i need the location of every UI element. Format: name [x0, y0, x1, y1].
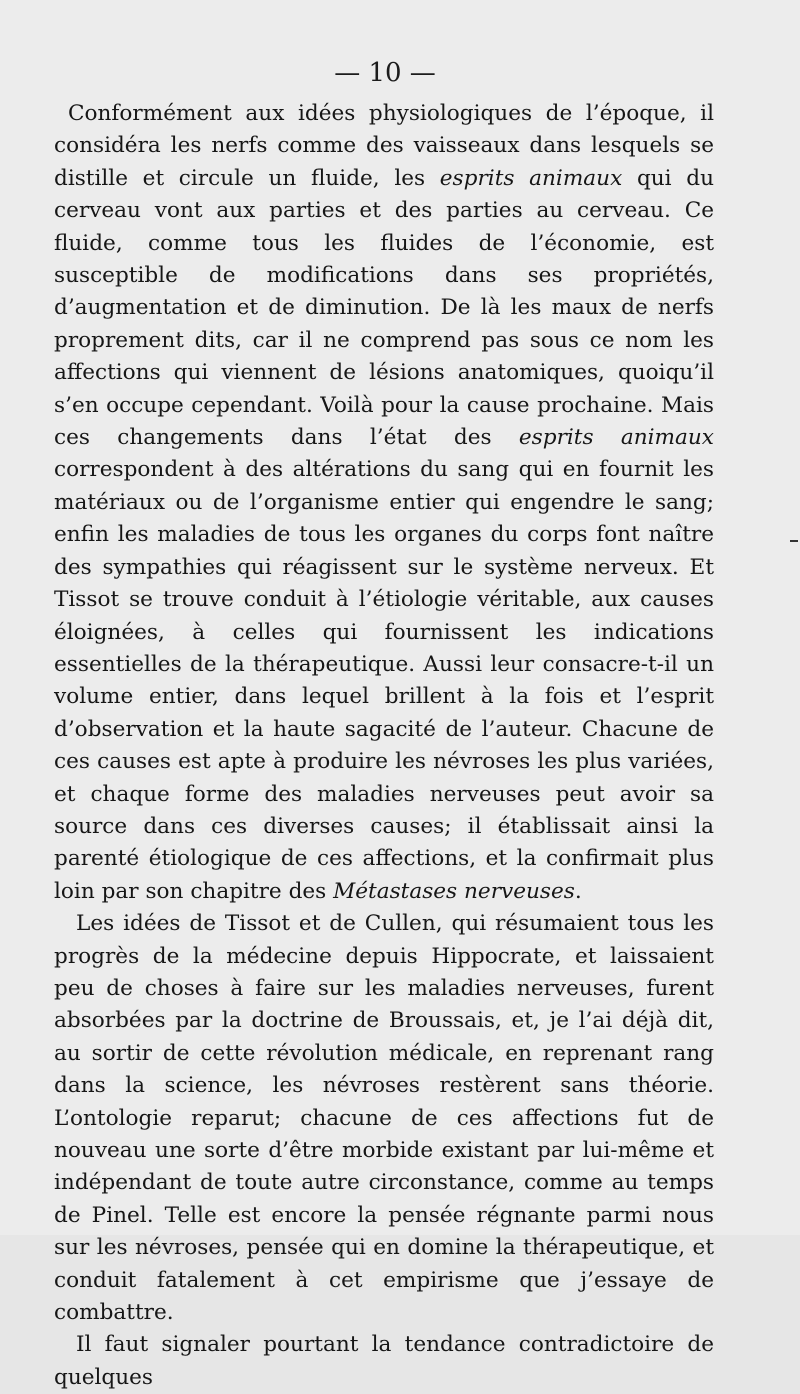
text-run: Conformément aux idées physiologiques de l’époque, il considéra les nerfs comme des vaisseaux dans lesquels se distille et circule un fluide, les	[54, 101, 714, 191]
italic-term: Métastases nerveuses	[333, 878, 575, 904]
page-body-text	[54, 98, 714, 1394]
text-run: Les idées de Tissot et de Cullen, qui résumaient tous les progrès de la médecine depuis Hippocrate, et laissaient peu de choses à faire sur les maladies nerveuses, furent absorbées par la doctrine de Broussais, et, je l’ai déjà dit, au sortir de cette révolution médicale, en reprenant rang dans la science, les névroses restèrent sans théorie. L’ontologie reparut; chacune de ces affections fut de nouveau une sorte d’être morbide existant par lui-même et indépendant de toute autre circonstance, comme au temps de Pinel. Telle est encore la pensée régnante parmi nous sur les névroses, pensée qui en domine la thérapeutique, et conduit fatalement à cet empirisme que j’essaye de combattre.	[54, 911, 714, 1326]
paragraph-1	[54, 98, 714, 908]
margin-mark	[790, 540, 798, 542]
text-run: Il faut signaler pourtant la tendance contradictoire de quelques	[54, 1332, 714, 1390]
text-run: correspondent à des altérations du sang qui en fournit les matériaux ou de l’organisme entier qui engendre le sang; enfin les maladies de tous les organes du corps font naître des sympathies qui réagissent sur le système nerveux. Et Tissot se trouve conduit à l’étiologie véritable, aux causes éloignées, à celles qui fournissent les indications essentielles de la thérapeutique. Aussi leur consacre-t-il un volume entier, dans lequel brillent à la fois et l’esprit d’observation et la haute sagacité de l’auteur. Chacune de ces causes est apte à produire les névroses les plus variées, et chaque forme des maladies nerveuses peut avoir sa source dans ces diverses causes; il établissait ainsi la parenté étiologique de ces affections, et la confirmait plus loin par son chapitre des	[54, 457, 714, 904]
paragraph-2	[54, 908, 714, 1329]
paragraph-3	[54, 1329, 714, 1394]
page-number: — 10 —	[334, 58, 436, 88]
italic-term: esprits animaux	[439, 165, 623, 191]
italic-term: esprits animaux	[518, 425, 714, 451]
text-run: .	[574, 878, 582, 904]
text-run: qui du cerveau vont aux parties et des parties au cerveau. Ce fluide, comme tous les fluides de l’économie, est susceptible de modifications dans ses propriétés, d’augmentation et de diminution. De là les maux de nerfs proprement dits, car il ne comprend pas sous ce nom les affections qui viennent de lésions anatomiques, quoiqu’il s’en occupe cependant. Voilà pour la cause prochaine. Mais ces changements dans l’état des	[54, 165, 714, 451]
